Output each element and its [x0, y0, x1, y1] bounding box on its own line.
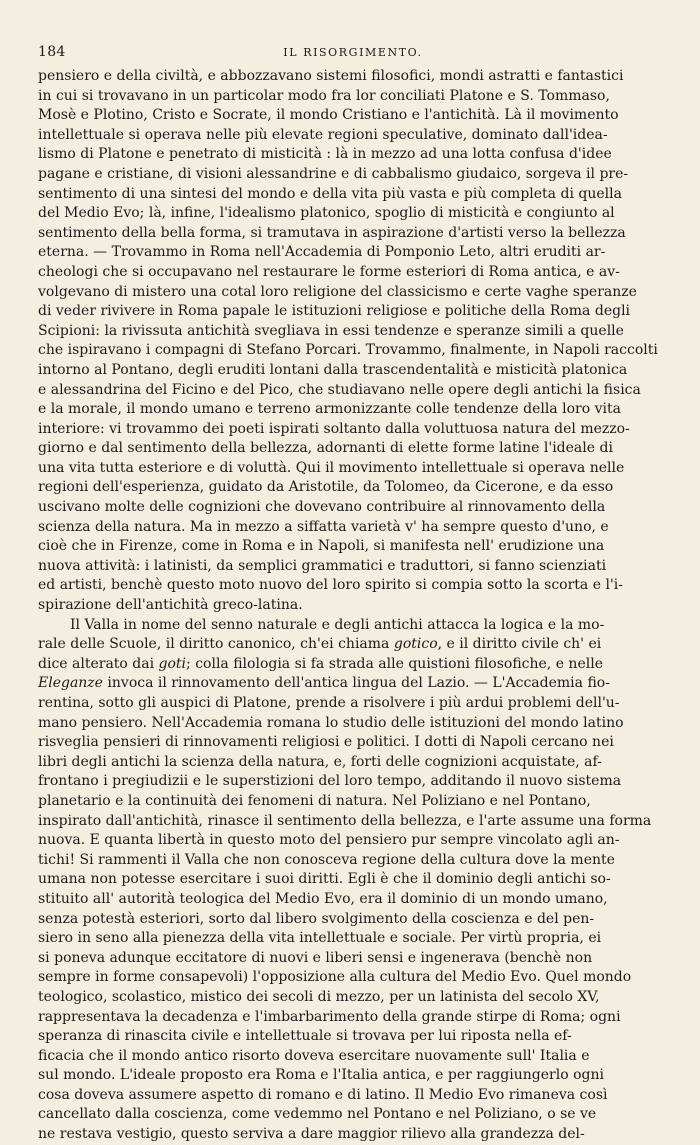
text-line: rale delle Scuole, il diritto canonico, ch'ei chiama gotico, e il diritto civile ch' ei — [38, 636, 602, 653]
text-line: sentimento della bella forma, si tramutava in aspirazione d'artisti verso la bellezza — [38, 224, 626, 241]
text-line: teologico, scolastico, mistico dei secoli di mezzo, per un latinista del secolo XV, — [38, 988, 600, 1005]
text-line: sentimento di una sintesi del mondo e della vita più vasta e più completa di quella — [38, 185, 622, 202]
text-line: cioè che in Firenze, come in Roma e in Napoli, si manifesta nell' erudizione una — [38, 538, 605, 555]
text-line: cosa doveva assumere aspetto di romano e di latino. Il Medio Evo rimaneva così — [38, 1086, 608, 1103]
text-line: planetario e la continuità dei fenomeni di natura. Nel Poliziano e nel Pontano, — [38, 792, 591, 809]
text-line: speranza di rinascita civile e intellettuale si trovava per lui riposta nella ef- — [38, 1028, 572, 1045]
text-line: mano pensiero. Nell'Accademia romana lo studio delle istituzioni del mondo latino — [38, 714, 624, 731]
text-line: dice alterato dai goti; colla filologia si fa strada alle quistioni filosofiche, e nelle — [38, 655, 603, 672]
text-line: pagane e cristiane, di visioni alessandrine e di cabbalismo giudaico, sorgeva il pre- — [38, 165, 629, 182]
text-line: ficacia che il mondo antico risorto doveva esercitare nuovamente sull' Italia e — [38, 1047, 590, 1064]
text-line: siero in seno alla pienezza della vita intellettuale e sociale. Per virtù propria, ei — [38, 930, 602, 947]
text-line: intorno al Pontano, degli eruditi lontani dalla trascendentalità e misticità platonica — [38, 361, 628, 378]
text-line: sul mondo. L'ideale proposto era Roma e l'Italia antica, e per raggiungerlo ogni — [38, 1067, 604, 1084]
text-line: ed artisti, benchè questo moto nuovo del loro spirito si compia sotto la scorta e l'i- — [38, 577, 623, 594]
text-line: stituito all' autorità teologica del Medio Evo, era il dominio di un mondo umano, — [38, 890, 608, 907]
text-line: Scipioni: la rivissuta antichità svegliava in essi tendenze e speranze simili a quelle — [38, 322, 624, 339]
text-line: interiore: vi trovammo dei poeti ispirati soltanto dalla voluttuosa natura del mezzo- — [38, 420, 630, 437]
text-line: e alessandrina del Ficino e del Pico, che studiavano nelle opere degli antichi la fisica — [38, 381, 641, 398]
text-line: in cui si trovavano in un particolar modo fra lor conciliati Platone e S. Tommaso, — [38, 87, 610, 104]
page-header — [38, 44, 668, 64]
text-line: rentina, sotto gli auspici di Platone, prende a risolvere i più ardui problemi dell'u- — [38, 695, 620, 711]
running-title: IL RISORGIMENTO. — [283, 46, 423, 59]
text-line: libri degli antichi la scienza della natura, e, forti delle cognizioni acquistate, af- — [38, 753, 602, 770]
text-line: e la morale, il mondo umano e terreno armonizzante colle tendenze della loro vita — [38, 401, 621, 418]
text-line: inspirato dall'antichità, rinasce il sentimento della bellezza, e l'arte assume una forma — [38, 812, 652, 829]
body-text — [38, 67, 678, 1145]
text-line: una vita tutta esteriore e di voluttà. Qui il movimento intellettuale si operava nelle — [38, 459, 625, 476]
text-line: intellettuale si operava nelle più elevate regioni speculative, dominato dall'idea- — [38, 126, 608, 143]
text-line: nuova. E quanta libertà in questo moto del pensiero pur sempre vincolato agli an- — [38, 832, 620, 849]
text-line: lismo di Platone e penetrato di misticità : là in mezzo ad una lotta confusa d'idee — [38, 146, 612, 163]
text-line: umana non potesse esercitare i suoi diritti. Egli è che il dominio degli antichi so- — [38, 871, 611, 888]
text-line: risveglia pensieri di rinnovamenti religiosi e politici. I dotti di Napoli cercano nei — [38, 734, 614, 751]
paragraph-end-line: spirazione dell'antichità greco-latina. — [38, 597, 303, 614]
text-line: senza potestà esteriori, sorto dal libero svolgimento della coscienza e del pen- — [38, 910, 595, 927]
text-line: frontano i pregiudizii e le superstizioni del loro tempo, additando il nuovo sistema — [38, 773, 622, 790]
text-line: pensiero e della civiltà, e abbozzavano sistemi filosofici, mondi astratti e fantastici — [38, 68, 624, 84]
text-line: Mosè e Plotino, Cristo e Socrate, il mondo Cristiano e l'antichità. Là il movimento — [38, 107, 619, 124]
text-line: del Medio Evo; là, infine, l'idealismo platonico, spoglio di misticità e congiunto al — [38, 205, 615, 222]
text-line: tichi! Si rammenti il Valla che non conosceva regione della cultura dove la mente — [38, 851, 615, 868]
text-line: ne restava vestigio, questo serviva a dare maggior rilievo alla grandezza del- — [38, 1126, 585, 1143]
text-line: rappresentava la decadenza e l'imbarbarimento della grande stirpe di Roma; ogni — [38, 1008, 621, 1025]
text-line: volgevano di mistero una cotal loro religione del classicismo e certe vaghe speranze — [38, 283, 637, 300]
text-line: giorno e dal sentimento della bellezza, adornanti di elette forme latine l'ideale di — [38, 440, 613, 457]
text-line: cancellato dalla coscienza, come vedemmo nel Pontano e nel Poliziano, o se ve — [38, 1106, 597, 1123]
text-line: Eleganze invoca il rinnovamento dell'antica lingua del Lazio. — L'Accademia fio- — [38, 675, 610, 692]
text-line: sempre in forme consapevoli) l'opposizione alla cultura del Medio Evo. Quel mondo — [38, 969, 632, 986]
text-line: regioni dell'esperienza, guidato da Aristotile, da Tolomeo, da Cicerone, e da esso — [38, 479, 614, 496]
text-line: si poneva adunque eccitatore di nuovi e liberi sensi e ingenerava (benchè non — [38, 949, 593, 966]
text-line: cheologi che si occupavano nel restaurare le forme esteriori di Roma antica, e av- — [38, 263, 620, 280]
text-line: che ispiravano i compagni di Stefano Porcari. Trovammo, finalmente, in Napoli raccolti — [38, 342, 658, 359]
text-line: di veder rivivere in Roma papale le istituzioni religiose e politiche della Roma degli — [38, 303, 631, 320]
page-number: 184 — [38, 44, 66, 60]
text-line: uscivano molte delle cognizioni che dovevano contribuire al rinnovamento della — [38, 499, 606, 516]
text-line: scienza della natura. Ma in mezzo a siffatta varietà v' ha sempre questo d'uno, e — [38, 518, 609, 535]
paragraph-start-line: Il Valla in nome del senno naturale e degli antichi attacca la logica e la mo- — [70, 616, 605, 633]
text-line: nuova attività: i latinisti, da semplici grammatici e traduttori, si fanno scienziati — [38, 557, 607, 574]
text-line: eterna. — Trovammo in Roma nell'Accademia di Pomponio Leto, altri eruditi ar- — [38, 244, 606, 261]
